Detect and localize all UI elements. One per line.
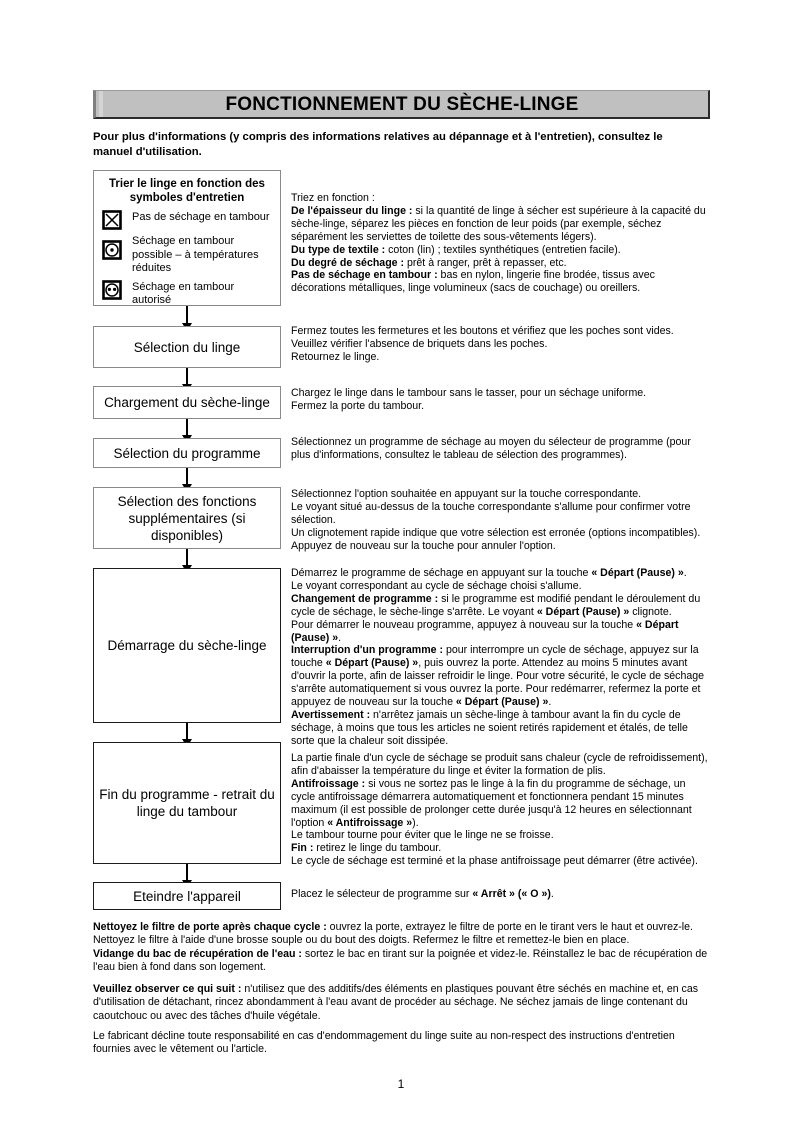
flow-arrow — [186, 549, 188, 566]
step-text-selection-programme: Sélectionnez un programme de séchage au moyen du sélecteur de programme (pour plus d'informations, consultez le tableau de sélection des programmes). — [291, 436, 691, 461]
tumble-dry-normal-icon — [102, 280, 122, 300]
flow-box-label: Chargement du sèche-linge — [104, 395, 270, 410]
step-text-tri: Triez en fonction : De l'épaisseur du linge : si la quantité de linge à sécher est supérieure à la capacité du sèche-linge, séparez les pièces en fonction de leur poids (par exemple, séchez séparément les serviettes de toilette des sous-vêtements légers). Du type de textile : coton (lin) ; textiles synthétiques (entretien facile). Du degré de séchage : prêt à ranger, prêt à repasser, etc. Pas de séchage en tambour : bas en nylon, lingerie fine brodée, tissus avec décorations métalliques, linge volumineux (sacs de couchage) ou oreillers. — [291, 192, 706, 295]
flow-box-fin-programme — [93, 742, 281, 864]
flow-arrow — [186, 419, 188, 436]
care-symbol-label: Séchage en tambour possible – à températures réduites — [132, 235, 259, 274]
page-title-banner — [93, 90, 710, 119]
flow-box-selection-du-linge — [93, 326, 281, 368]
flow-arrow — [186, 368, 188, 385]
flow-arrow — [186, 864, 188, 881]
step-text-fin-programme: La partie finale d'un cycle de séchage se produit sans chaleur (cycle de refroidissement), afin d'abaisser la température du linge et éviter la formation de plis. Antifroissage : si vous ne sortez pas le linge à la fin du programme de séchage, un cycle antifroissage démarrera automatiquement et fonctionnera pendant 15 minutes maximum (il est possible de prolonger cette durée jusqu'à 12 heures en sélectionnant l'option « Antifroissage »). Le tambour tourne pour éviter que le linge ne se froisse. Fin : retirez le linge du tambour. Le cycle de séchage est terminé et la phase antifroissage peut démarrer (être activée). — [291, 752, 708, 868]
step-text-fonctions-supplementaires: Sélectionnez l'option souhaitée en appuyant sur la touche correspondante. Le voyant situé au-dessus de la touche correspondante s'allume pour confirmer votre sélection. Un clignotement rapide indique que votre sélection est erronée (options incompatibles). Appuyez de nouveau sur la touche pour annuler l'option. — [291, 488, 701, 552]
care-symbol-label: Pas de séchage en tambour — [132, 211, 270, 223]
flow-box-label: Sélection du programme — [113, 445, 261, 461]
flow-box-label: Sélection des fonctions supplémentaires (si disponibles) — [117, 493, 257, 543]
flow-box-demarrage — [93, 568, 281, 723]
care-symbol-label: Séchage en tambour autorisé — [132, 280, 235, 306]
care-symbol-row — [102, 233, 272, 276]
step-text-demarrage: Démarrez le programme de séchage en appuyant sur la touche « Départ (Pause) ». Le voyant correspondant au cycle de séchage choisi s'allume. Changement de programme : si le programme est modifié pendant le déroulement du cycle de séchage, le sèche-linge s'arrête. Le voyant « Départ (Pause) » clignote. Pour démarrer le nouveau programme, appuyez à nouveau sur la touche « Départ (Pause) ». Interruption d'un programme : pour interrompre un cycle de séchage, appuyez sur la touche « Départ (Pause) », puis ouvrez la porte. Attendez au moins 5 minutes avant d'ouvrir la porte, afin de laisser refroidir le linge. Pour votre sécurité, le cycle de séchage s'arrête automatiquement si vous ouvrez la porte. Pour redémarrer, refermez la porte et appuyez de nouveau sur la touche « Départ (Pause) ». Avertissement : n'arrêtez jamais un sèche-linge à tambour avant la fin du cycle de séchage, à moins que tous les articles ne soient retirés rapidement et étalés, de telle sorte que la chaleur soit dissipée. — [291, 567, 705, 747]
flow-box-fonctions-supplementaires — [93, 487, 281, 549]
flow-box-label: Sélection du linge — [133, 339, 241, 355]
care-symbol-row — [102, 209, 272, 230]
flow-box-label: Fin du programme - retrait du linge du tambour — [99, 787, 275, 819]
intro-paragraph: Pour plus d'informations (y compris des informations relatives au dépannage et à l'entretien), consultez le manuel d'utilisation. — [93, 131, 663, 158]
flow-arrow — [186, 468, 188, 485]
flow-box-label: Démarrage du sèche-linge — [107, 638, 267, 653]
tumble-dry-low-heat-icon — [102, 240, 122, 260]
care-symbol-row — [102, 279, 272, 308]
flow-box-label: Eteindre l'appareil — [133, 888, 241, 904]
step-text-selection-du-linge: Fermez toutes les fermetures et les boutons et vérifiez que les poches sont vides. Veuillez vérifier l'absence de briquets dans les poches. Retournez le linge. — [291, 325, 674, 363]
step-text-chargement: Chargez le linge dans le tambour sans le tasser, pour un séchage uniforme. Fermez la porte du tambour. — [291, 387, 647, 412]
step-text-eteindre: Placez le sélecteur de programme sur « Arrêt » (« O »). — [291, 888, 554, 900]
note-entretien: Nettoyez le filtre de porte après chaque cycle : ouvrez la porte, extrayez le filtre de porte en le tirant vers le haut et ouvrez-le. Nettoyez le filtre à l'aide d'une brosse souple ou du bout des doigts. Refermez le filtre et remettez-le bien en place. Vidange du bac de récupération de l'eau : sortez le bac en tirant sur la poignée et videz-le. Réinstallez le bac de récupération de l'eau bien à fond dans son logement. — [93, 921, 708, 974]
banner-highlight-strip — [99, 91, 103, 117]
note-responsabilite: Le fabricant décline toute responsabilité en cas d'endommagement du linge suite au non-respect des instructions d'entretien fournies avec le vêtement ou l'article. — [93, 1030, 675, 1056]
no-tumble-dry-icon — [102, 210, 122, 230]
flow-arrow — [186, 306, 188, 324]
flow-box-selection-programme — [93, 438, 281, 468]
page-title: FONCTIONNEMENT DU SÈCHE-LINGE — [225, 93, 579, 115]
flow-arrow — [186, 723, 188, 740]
flow-box-chargement — [93, 386, 281, 419]
care-symbols-title: Trier le linge en fonction des symboles d'entretien — [109, 178, 265, 204]
page-number: 1 — [397, 1077, 405, 1091]
flow-box-eteindre — [93, 882, 281, 910]
note-observations: Veuillez observer ce qui suit : n'utilisez que des additifs/des éléments en plastiques pouvant être séchés en machine et, en cas d'utilisation de détachant, rincez abondamment à l'eau avant de procéder au séchage. Ne séchez jamais de linge contenant du caoutchouc ou avec des tâches d'huile végétale. — [93, 983, 699, 1022]
care-symbols-box — [93, 170, 281, 306]
